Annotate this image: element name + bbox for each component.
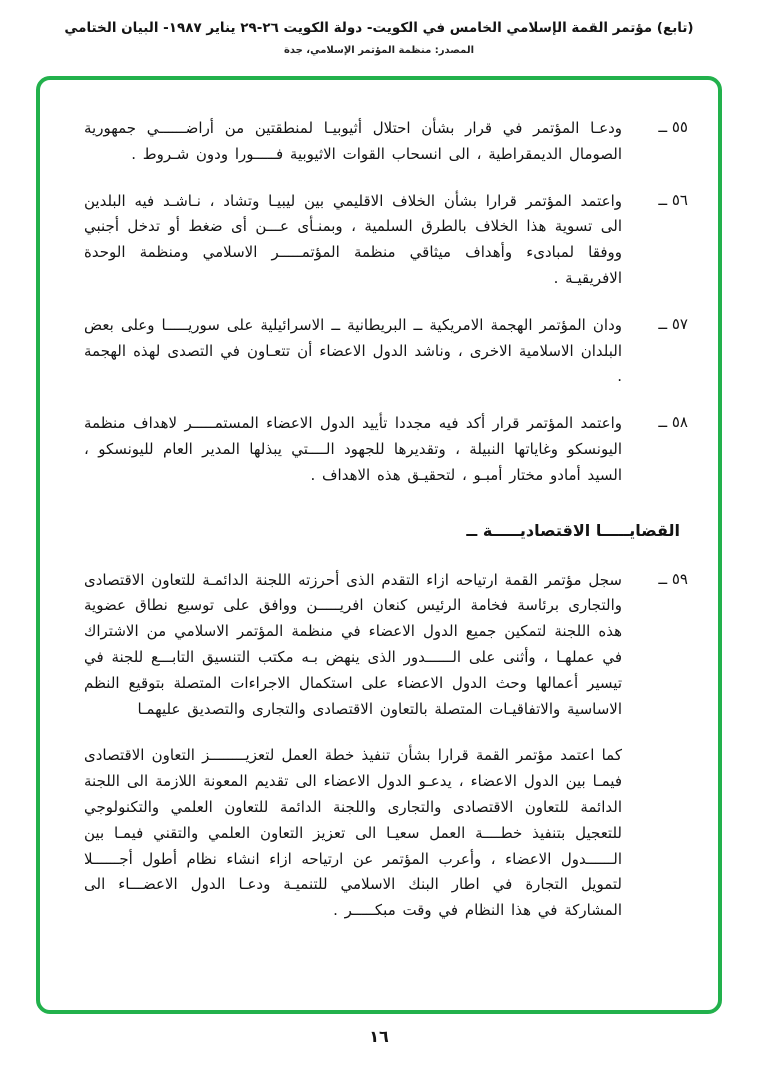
page-number: ١٦ <box>369 1027 389 1046</box>
section-heading-economic-issues: القضايـــــا الاقتصاديـــــة ــ <box>466 520 680 540</box>
header-title: (تابع) مؤتمر القمة الإسلامي الخامس في الكويت- دولة الكويت ٢٦-٢٩ يناير ١٩٨٧- البيان الختامي <box>64 20 694 36</box>
header-source-line: المصدر: منظمة المؤتمر الإسلامي، جدة <box>283 45 475 56</box>
page-footer <box>0 1027 758 1056</box>
paragraph-56-number: ٥٦ ــ <box>658 190 688 209</box>
paragraph-55-number: ٥٥ ــ <box>658 118 688 136</box>
paragraph-55-text: ودعـا المؤتمر في قرار بشأن احتلال أثيوبيـا لمنطقتين من أراضــــــي جمهورية الصومال الديمقراطية ، الى انسحاب القوات الاثيوبية فـــــورا ودون شـروط . <box>84 119 622 163</box>
paragraph-57-number: ٥٧ ــ <box>658 314 688 333</box>
paragraph-58 <box>84 411 688 488</box>
paragraph-59-number: ٥٩ ــ <box>658 569 688 588</box>
paragraph-56-text: واعتمد المؤتمر قرارا بشأن الخلاف الاقليمي بين ليبيـا وتشاد ، نـاشـد فيه البلدين الى تسوية هذا الخلاف بالطرق السلمية ، وبمنـأى عـــن أى ضغط أو تدخل أجنبي ووفقا لمبادىء وأهداف ميثاقي منظمة المؤتمـــــر الاسلامي ومنظمة الوحدة الافريقيـة . <box>84 191 622 287</box>
paragraph-59-text <box>84 568 622 924</box>
paragraph-56 <box>84 189 688 292</box>
paragraph-57-text: ودان المؤتمر الهجمة الامريكية ــ البريطانية ــ الاسرائيلية على سوريـــــا وعلى بعض البلدان الاسلامية الاخرى ، وناشد الدول الاعضاء أن تتعـاون في التصدى لهذه الهجمة . <box>84 315 622 386</box>
paragraph-59 <box>84 568 688 924</box>
page-header <box>0 20 758 56</box>
paragraph-55 <box>84 116 688 168</box>
paragraph-59-part2: كما اعتمد مؤتمر القمة قرارا بشأن تنفيذ خطة العمل لتعزيــــــــز التعاون الاقتصادى فيمـا بين الدول الاعضاء ، يدعـو الدول الاعضاء الى تقديم المعونة اللازمة الى اللجنة الدائمة للتعاون الاقتصادى والتجارى واللجنة الدائمة للتعاون العلمي والتكنولوجي للتعجيل بتنفيذ خطــــة العمل سعيـا الى تعزيز التعاون العلمي والتقني فيمـا بين الــــــدول الاعضاء ، وأعرب المؤتمر عن ارتياحه ازاء انشاء نظام أطول أجــــــلا لتمويل التجارة في اطار البنك الاسلامي للتنميـة ودعـا الدول الاعضـــاء الى المشاركة في هذا النظام في وقت مبكـــــر . <box>84 746 622 920</box>
paragraph-58-number: ٥٨ ــ <box>658 413 688 432</box>
paragraph-57 <box>84 313 688 390</box>
content-frame <box>36 76 722 1014</box>
paragraph-58-text: واعتمد المؤتمر قرار أكد فيه مجددا تأييد الدول الاعضاء المستمـــــر لاهداف منظمة اليونسكو وغاياتها النبيلة ، وتقديرها للجهود الــــتي يبذلها المدير العام لليونسكو ، السيد أمادو مختار أمبـو ، لتحقيـق هذه الاهداف . <box>84 414 622 484</box>
paragraph-59-part1: سجل مؤتمر القمة ارتياحه ازاء التقدم الذى أحرزته اللجنة الدائمـة للتعاون الاقتصادى والتجارى برئاسة فخامة الرئيس كنعان افريـــــن ووافق على توسيع نطاق عضوية هذه اللجنة لتمكين جميع الدول الاعضاء في منظمة المؤتمر الاسلامي من الاشتراك في عملهـا ، وأثنى على الــــــدور الذى ينهض بـه مكتب التنسيق التابـــع للجنة في تيسير أعمالها وحث الدول الاعضاء على استكمال الاجراءات المتصلة بتوقيع النظم الاساسية والاتفاقيـات المتصلة بالتعاون الاقتصادى والتجارى والتصديق عليهمـا <box>84 570 622 718</box>
